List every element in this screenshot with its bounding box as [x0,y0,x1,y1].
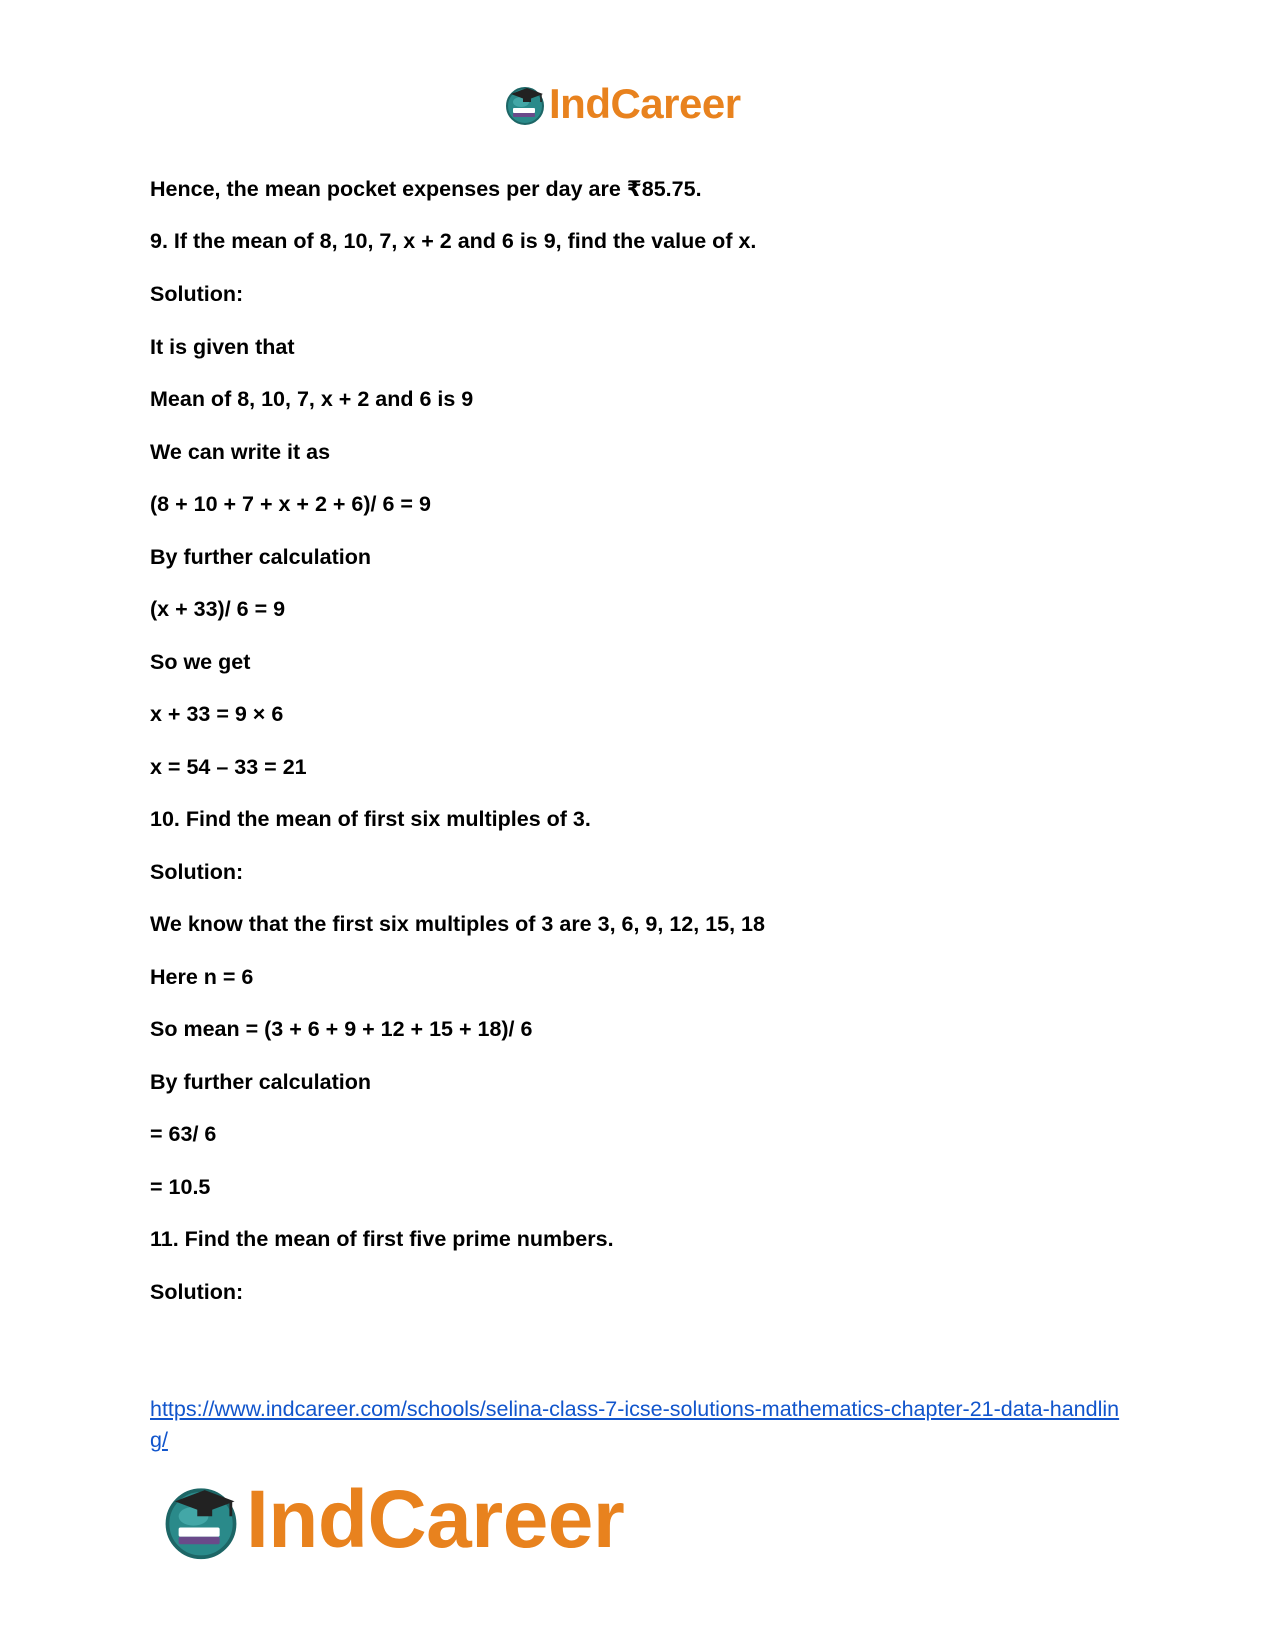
equation-line: = 63/ 6 [150,1122,217,1146]
solution-label: Solution: [150,282,244,306]
text-line: By further calculation [150,1070,372,1094]
graduation-globe-icon [160,1479,242,1561]
text-line: Mean of 8, 10, 7, x + 2 and 6 is 9 [150,387,474,411]
equation-line: = 10.5 [150,1175,211,1199]
text-line: Here n = 6 [150,965,254,989]
question-9: 9. If the mean of 8, 10, 7, x + 2 and 6 is 9, find the value of x. [150,229,757,253]
question-10: 10. Find the mean of first six multiples of 3. [150,807,591,831]
equation-line: So mean = (3 + 6 + 9 + 12 + 15 + 18)/ 6 [150,1017,533,1041]
footer-logo [160,1475,624,1565]
text-line: We can write it as [150,440,331,464]
equation-line: (x + 33)/ 6 = 9 [150,597,286,621]
text-line: So we get [150,650,251,674]
text-line: We know that the first six multiples of 3 are 3, 6, 9, 12, 15, 18 [150,912,765,936]
text-line: By further calculation [150,545,372,569]
equation-line: (8 + 10 + 7 + x + 2 + 6)/ 6 = 9 [150,492,431,516]
text-line: Hence, the mean pocket expenses per day are ₹85.75. [150,177,702,201]
question-11: 11. Find the mean of first five prime numbers. [150,1227,614,1251]
header-logo [503,80,741,128]
equation-line: x + 33 = 9 × 6 [150,702,284,726]
solution-label: Solution: [150,860,244,884]
text-line: It is given that [150,335,295,359]
graduation-globe-icon [503,82,547,126]
header-logo-text: IndCareer [549,80,741,127]
equation-line: x = 54 – 33 = 21 [150,755,307,779]
source-link[interactable]: https://www.indcareer.com/schools/selina-class-7-icse-solutions-mathematics-chapter-21-data-handling/ [150,1397,1120,1452]
footer-logo-text: IndCareer [246,1474,625,1565]
solution-label: Solution: [150,1280,244,1304]
